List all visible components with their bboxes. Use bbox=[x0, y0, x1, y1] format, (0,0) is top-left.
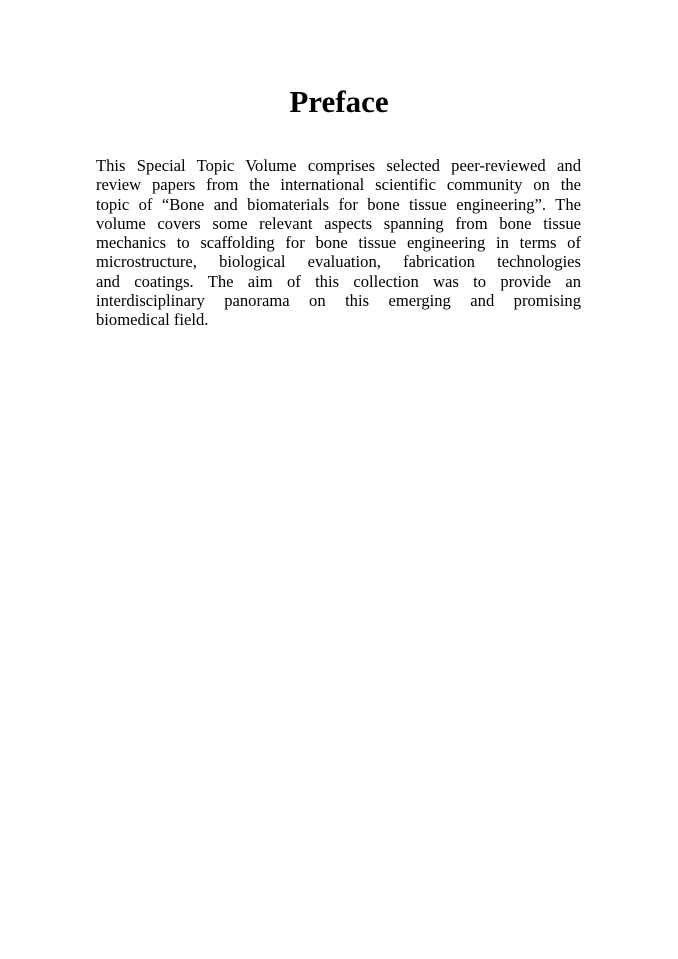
paragraph-line: interdisciplinary panorama on this emerging and promising bbox=[96, 291, 581, 311]
paragraph-line: review papers from the international scientific community on the bbox=[96, 175, 581, 195]
paragraph-line: microstructure, biological evaluation, fabrication technologies bbox=[96, 252, 581, 272]
paragraph-line: mechanics to scaffolding for bone tissue engineering in terms of bbox=[96, 233, 581, 253]
paragraph-line: and coatings. The aim of this collection was to provide an bbox=[96, 271, 581, 291]
paragraph-line: biomedical field. bbox=[96, 310, 209, 330]
paragraph-line: This Special Topic Volume comprises selected peer-reviewed and bbox=[96, 156, 581, 175]
preface-paragraph bbox=[96, 156, 581, 330]
paragraph-line: volume covers some relevant aspects spanning from bone tissue bbox=[96, 213, 581, 233]
paragraph-line: topic of “Bone and biomaterials for bone tissue engineering”. The bbox=[96, 194, 581, 214]
page-title: Preface bbox=[289, 84, 389, 119]
